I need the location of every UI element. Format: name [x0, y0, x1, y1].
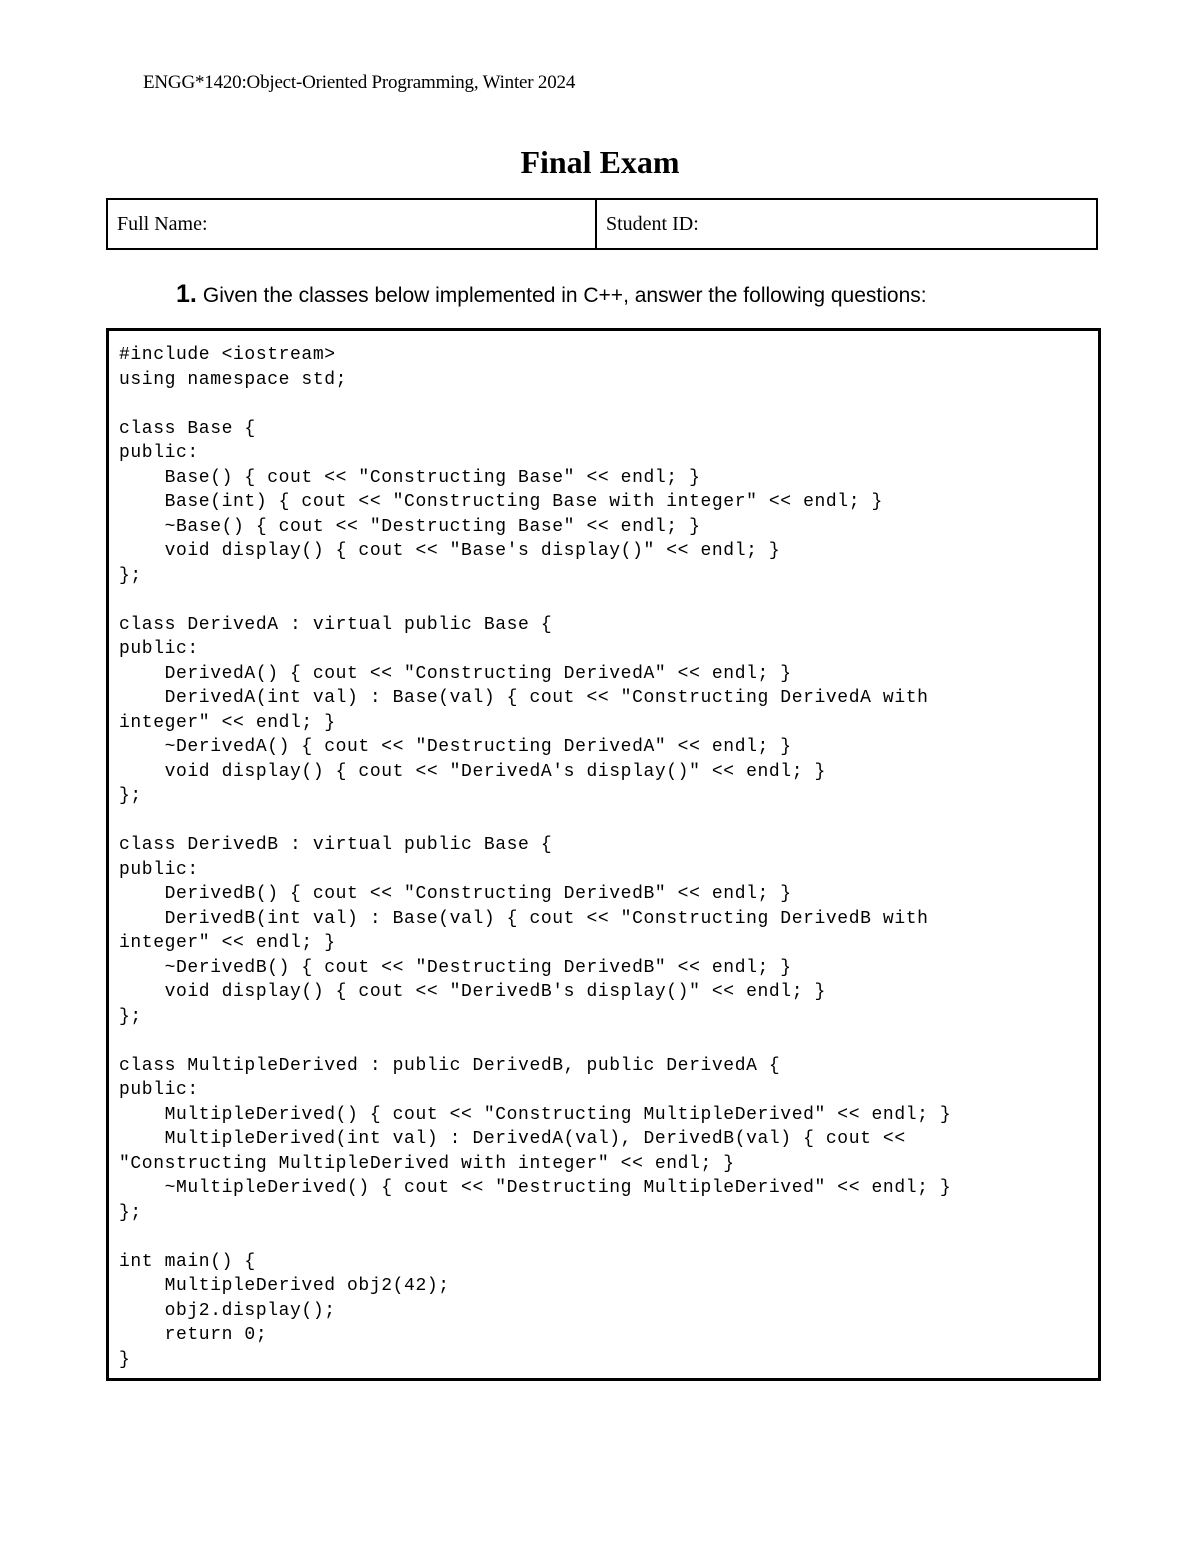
code-line: Base() { cout << "Constructing Base" << endl; }: [119, 467, 701, 488]
code-line: public:: [119, 639, 199, 659]
code-line: ~DerivedA() { cout << "Destructing DerivedA" << endl; }: [119, 737, 792, 757]
full-name-label: Full Name:: [117, 212, 208, 235]
question-text: Given the classes below implemented in C++, answer the following questions:: [202, 284, 927, 307]
student-info-table: [106, 198, 1098, 250]
code-line: integer" << endl; }: [119, 933, 336, 953]
code-line: return 0;: [119, 1325, 268, 1345]
student-id-label: Student ID:: [606, 212, 699, 235]
code-line: int main() {: [119, 1251, 256, 1272]
code-line: #include <iostream>: [119, 345, 336, 365]
question-prompt: [176, 280, 927, 309]
code-line: public:: [119, 443, 199, 463]
code-line: MultipleDerived() { cout << "Constructing MultipleDerived" << endl; }: [119, 1104, 952, 1125]
code-line: };: [119, 1202, 142, 1223]
code-line: "Constructing MultipleDerived with integer" << endl; }: [119, 1153, 735, 1174]
code-line: [119, 1225, 1094, 1250]
code-line: DerivedB(int val) : Base(val) { cout << "Constructing DerivedB with: [119, 908, 929, 929]
code-line: ~MultipleDerived() { cout << "Destructing MultipleDerived" << endl; }: [119, 1178, 952, 1198]
code-line: void display() { cout << "DerivedB's display()" << endl; }: [119, 982, 826, 1002]
code-line: MultipleDerived obj2(42);: [119, 1276, 450, 1296]
code-line: DerivedA() { cout << "Constructing DerivedA" << endl; }: [119, 663, 792, 684]
code-line: DerivedB() { cout << "Constructing DerivedB" << endl; }: [119, 884, 792, 904]
course-header: ENGG*1420:Object-Oriented Programming, Winter 2024: [143, 72, 576, 93]
code-line: [119, 809, 1094, 834]
code-line: void display() { cout << "Base's display()" << endl; }: [119, 541, 781, 561]
code-line: [119, 588, 1094, 613]
code-line: [119, 392, 1094, 417]
code-line: public:: [119, 859, 199, 880]
code-line: MultipleDerived(int val) : DerivedA(val), DerivedB(val) { cout <<: [119, 1129, 906, 1149]
code-line: class Base {: [119, 418, 256, 439]
code-line: };: [119, 565, 142, 586]
code-line: [119, 1029, 1094, 1054]
full-name-field[interactable]: [108, 200, 597, 248]
page-title: Final Exam: [520, 144, 680, 180]
code-line: };: [119, 786, 142, 806]
code-line: class DerivedA : virtual public Base {: [119, 614, 553, 635]
code-line: ~DerivedB() { cout << "Destructing DerivedB" << endl; }: [119, 957, 792, 978]
code-line: class MultipleDerived : public DerivedB, public DerivedA {: [119, 1055, 781, 1076]
code-line: void display() { cout << "DerivedA's display()" << endl; }: [119, 761, 826, 782]
code-line: DerivedA(int val) : Base(val) { cout << "Constructing DerivedA with: [119, 688, 929, 708]
code-line: integer" << endl; }: [119, 712, 336, 733]
code-line: obj2.display();: [119, 1300, 336, 1321]
code-line: Base(int) { cout << "Constructing Base with integer" << endl; }: [119, 492, 883, 512]
code-line: ~Base() { cout << "Destructing Base" << endl; }: [119, 516, 701, 537]
question-number: 1.: [176, 280, 197, 308]
code-listing: [106, 328, 1101, 1381]
code-lines: [119, 343, 1094, 1372]
code-line: using namespace std;: [119, 369, 348, 390]
student-id-field[interactable]: [597, 200, 1096, 248]
code-line: public:: [119, 1080, 199, 1100]
code-line: };: [119, 1006, 142, 1027]
code-line: }: [119, 1349, 131, 1370]
code-line: class DerivedB : virtual public Base {: [119, 835, 553, 855]
